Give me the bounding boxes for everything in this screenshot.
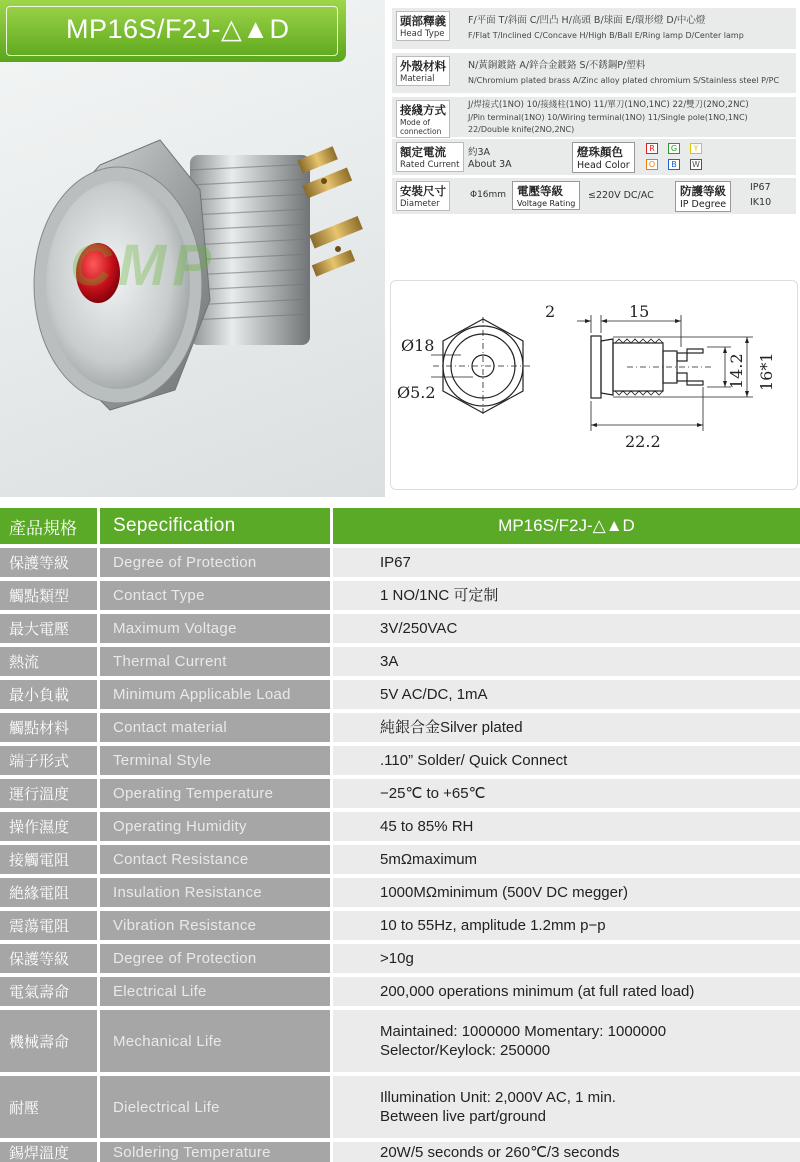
spec-label-en: Maximum Voltage [100,614,330,643]
product-photo-panel [0,0,385,497]
dim-thread-16-1: 16*1 [757,352,776,391]
spec-row-degree-of-protection [0,548,800,577]
spec-label-zh: 絶緣電阻 [0,878,97,907]
connection-line-1: J/焊接式(1NO) 10/接綫柱(1NO) 11/單刀(1NO,1NC) 22/雙刀(2NO,2NC) [468,100,749,110]
spec-label-en: Contact Resistance [100,845,330,874]
spec-row-soldering-temperature [0,1142,800,1162]
current-value-zh: 約3A [468,147,491,158]
spec-row-insulation-resistance [0,878,800,907]
product-photo [0,60,385,497]
spec-label-zh: 保護等級 [0,548,97,577]
spec-value: 5V AC/DC, 1mA [333,680,800,709]
spec-label-zh: 接觸電阻 [0,845,97,874]
spec-value: IP67 [333,548,800,577]
spec-value: Illumination Unit: 2,000V AC, 1 min. Between live part/ground [333,1076,800,1138]
model-banner [0,0,346,62]
color-chip-white: W [690,159,702,170]
model-title: MP16S/F2J-△▲D [66,14,290,44]
spec-value: 1 NO/1NC 可定制 [333,581,800,610]
spec-label-en: Operating Temperature [100,779,330,808]
spec-label-zh: 電氣壽命 [0,977,97,1006]
spec-label-en: Contact Type [100,581,330,610]
connection-line-3: 22/Double knife(2NO,2NC) [468,125,575,134]
material-zh: N/黃銅鍍鉻 A/鋅合金鍍鉻 S/不銹鋼P/塑料 [468,60,646,71]
dimension-drawing [390,280,798,490]
legend-row-diameter [392,178,796,214]
spec-row-minimum-load [0,680,800,709]
dim-bezel-2: 2 [545,302,556,321]
color-chip-red: R [646,143,658,154]
spec-label-zh: 觸點類型 [0,581,97,610]
spec-label-zh: 熱流 [0,647,97,676]
part-number-legend [392,8,796,214]
legend-row-connection [392,97,796,137]
spec-label-en: Degree of Protection [100,548,330,577]
legend-key-ip: 防護等級 IP Degree [675,181,731,212]
dim-thread-15: 15 [629,302,650,321]
spec-value: 20W/5 seconds or 260℃/3 seconds [333,1142,800,1162]
spec-label-en: Vibration Resistance [100,911,330,940]
legend-row-current-color [392,139,796,175]
spec-label-zh: 操作濕度 [0,812,97,841]
spec-label-en: Terminal Style [100,746,330,775]
spec-label-en: Dielectrical Life [100,1076,330,1138]
color-chip-blue: B [668,159,680,170]
spec-label-en: Contact material [100,713,330,742]
material-en: N/Chromium plated brass A/Zinc alloy plated chromium S/Stainless steel P/PC [468,76,780,85]
spec-label-en: Operating Humidity [100,812,330,841]
dim-diameter-5-2: Ø5.2 [397,383,436,402]
current-value-en: About 3A [468,159,512,170]
spec-row-dielectrical-life [0,1076,800,1138]
legend-row-head-type [392,8,796,49]
spec-row-vibration-resistance [0,911,800,940]
legend-key-current: 額定電流 Rated Current [396,142,464,172]
spec-label-zh: 運行溫度 [0,779,97,808]
spec-row-contact-resistance [0,845,800,874]
spec-label-en: Insulation Resistance [100,878,330,907]
spec-value: 3A [333,647,800,676]
head-type-zh: F/平面 T/斜面 C/凹凸 H/高頭 B/球面 E/環形燈 D/中心燈 [468,15,706,26]
spec-label-zh: 震蕩電阻 [0,911,97,940]
spec-label-en: Soldering Temperature [100,1142,330,1162]
ip-value: IP67 [750,182,771,193]
legend-key-voltage: 電壓等級 Voltage Rating [512,181,580,210]
color-chip-yellow: Y [690,143,702,154]
spec-row-operating-humidity [0,812,800,841]
dim-height-14-2: 14.2 [727,353,746,389]
spec-label-zh: 最大電壓 [0,614,97,643]
spec-row-degree-of-protection-2 [0,944,800,973]
spec-value: 純銀合金Silver plated [333,713,800,742]
spec-label-zh: 保護等級 [0,944,97,973]
spec-header-en: Sepecification [100,508,330,544]
legend-key-diameter: 安裝尺寸 Diameter [396,181,450,211]
voltage-value: ≤220V DC/AC [588,190,654,201]
spec-value: 10 to 55Hz, amplitude 1.2mm p−p [333,911,800,940]
spec-label-zh: 最小負載 [0,680,97,709]
spec-header-row [0,508,800,544]
spec-label-en: Mechanical Life [100,1010,330,1072]
dimension-drawing-svg [391,281,799,491]
legend-key-head-color: 燈珠顏色 Head Color [572,142,635,173]
spec-label-zh: 錫焊溫度 [0,1142,97,1162]
dim-length-22-2: 22.2 [625,432,661,451]
diameter-value: Φ16mm [470,190,507,200]
spec-value: Maintained: 1000000 Momentary: 1000000 Selector/Keylock: 250000 [333,1010,800,1072]
legend-row-material [392,53,796,93]
spec-label-en: Electrical Life [100,977,330,1006]
spec-row-electrical-life [0,977,800,1006]
spec-row-mechanical-life [0,1010,800,1072]
spec-label-zh: 耐壓 [0,1076,97,1138]
head-type-en: F/Flat T/Inclined C/Concave H/High B/Ball E/Ring lamp D/Center lamp [468,31,744,40]
ik-value: IK10 [750,197,772,208]
spec-row-operating-temperature [0,779,800,808]
product-header-section [0,0,800,497]
spec-row-contact-material [0,713,800,742]
legend-key-material: 外殼材料 Material [396,56,450,86]
spec-value: 5mΩmaximum [333,845,800,874]
spec-value: 45 to 85% RH [333,812,800,841]
legend-key-head-type: 頭部釋義 Head Type [396,11,450,41]
spec-row-contact-type [0,581,800,610]
spec-header-value: MP16S/F2J-△▲D [333,508,800,544]
connection-line-2: J/Pin terminal(1NO) 10/Wiring terminal(1NO) 11/Single pole(1NO,1NC) [468,113,748,122]
spec-label-zh: 機械壽命 [0,1010,97,1072]
legend-key-connection: 接綫方式 Mode of connection [396,100,450,138]
color-chip-orange: O [646,159,658,170]
spec-value: −25℃ to +65℃ [333,779,800,808]
spec-value: .110” Solder/ Quick Connect [333,746,800,775]
spec-label-en: Minimum Applicable Load [100,680,330,709]
spec-row-maximum-voltage [0,614,800,643]
spec-label-en: Thermal Current [100,647,330,676]
brand-watermark: CMP [70,233,217,298]
spec-row-terminal-style [0,746,800,775]
color-chip-green: G [668,143,680,154]
spec-value: 3V/250VAC [333,614,800,643]
dim-diameter-18: Ø18 [401,336,435,355]
spec-value: 1000MΩminimum (500V DC megger) [333,878,800,907]
spec-label-zh: 端子形式 [0,746,97,775]
spec-value: 200,000 operations minimum (at full rated load) [333,977,800,1006]
spec-label-en: Degree of Protection [100,944,330,973]
spec-header-zh: 產品規格 [0,508,97,544]
spec-row-thermal-current [0,647,800,676]
spec-value: >10g [333,944,800,973]
spec-label-zh: 觸點材料 [0,713,97,742]
